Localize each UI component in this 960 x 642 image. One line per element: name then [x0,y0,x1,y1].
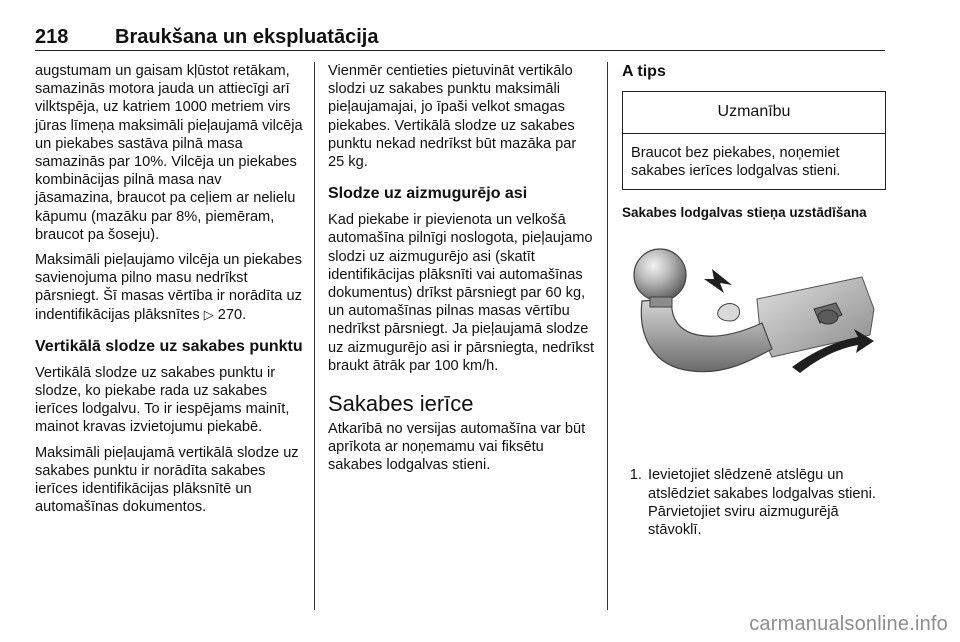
footer-watermark: carmanualsonline.info [749,613,948,635]
section-heading: A tips [622,63,666,80]
column-divider [607,62,608,610]
column-3 [622,62,892,539]
page-header [35,12,885,51]
paragraph-text: Maksimāli pieļaujamo vilcēja un piekabes savienojuma pilno masu nedrīkst pārsniegt. Šī masas vērtība ir norādīta uz indentifikācijas plāksnītes [35,252,302,323]
page-reference[interactable]: 270. [217,306,247,323]
section-heading: Slodze uz aizmugurējo asi [328,185,528,203]
paragraph: augstumam un gaisam kļūstot retākam, samazinās motora jauda un attiecīgi arī vilktspēja, uz katriem 1000 metriem virs jūras līmeņa maksimāli pieļaujamā vilcēja un piekabes sastāva pilnā masa samazinās par 10%. Vilcēja un piekabes kombinācijas pilnā masa nav jāsamazina, braucot pa ceļiem ar nelielu kāpumu (mazāku par 8%, piemēram, braucot pa šoseju). [35,63,303,243]
paragraph: Kad piekabe ir pievienota un velkošā automašīna pilnīgi noslogota, pieļaujamo slodzi uz aizmugurējo asi (skatīt identifikācijas plāksnīti vai automašīnas dokumentus) drīkst pārsniegt par 60 kg, un automašīnas pilnas masas vērtību nedrīkst pārsniegt. Ja pieļaujamā slodze uz aizmugurējo asi ir pārsniegta, nedrīkst braukt ātrāk par 100 km/h. [328,212,595,374]
paragraph: Vienmēr centieties pietuvināt vertikālo slodzi uz sakabes punktu maksimāli pieļaujamajai, jo īpaši velkot smagas piekabes. Vertikālā slodze uz sakabes punktu nekad nedrīkst būt mazāka par 25 kg. [328,63,577,171]
column-1 [35,62,303,523]
column-divider [314,62,315,610]
paragraph: Maksimāli pieļaujamā vertikālā slodze uz sakabes punktu ir norādīta sakabes ierīces identifikācijas plāksnītē un automašīnas dokumentos. [35,444,299,516]
caution-text: Braucot bez piekabes, noņemiet sakabes ierīces lodgalvas stieni. [631,145,841,180]
paragraph: Vertikālā slodze uz sakabes punktu ir slodze, ko piekabe rada uz sakabes ierīces lodgalvu. To ir iespējams mainīt, mainot kravas izvietojumu piekabē. [35,364,290,436]
steps-list [622,466,892,539]
list-item: 1. Ievietojiet slēdzenē atslēgu un atslēdziet sakabes lodgalvas stieni. Pārvietojiet sviru aizmugurējā stāvoklī. [646,466,892,539]
section-heading: Vertikālā slodze uz sakabes punktu [35,337,303,355]
page-number: 218 [35,26,69,48]
paragraph [35,251,303,324]
page-reference-icon: ▷ [203,306,214,322]
chapter-heading: Sakabes ierīce [328,391,474,417]
caution-title: Uzmanību [623,92,885,134]
towbar-illustration [622,239,882,419]
column-2 [328,62,596,482]
subsection-heading: Sakabes lodgalvas stieņa uzstādīšana [622,205,867,221]
running-title: Braukšana un ekspluatācija [115,26,379,48]
caution-box [622,91,886,190]
paragraph: Atkarībā no versijas automašīna var būt aprīkota ar noņemamu vai fiksētu sakabes lodgalvas stieni. [328,421,586,474]
